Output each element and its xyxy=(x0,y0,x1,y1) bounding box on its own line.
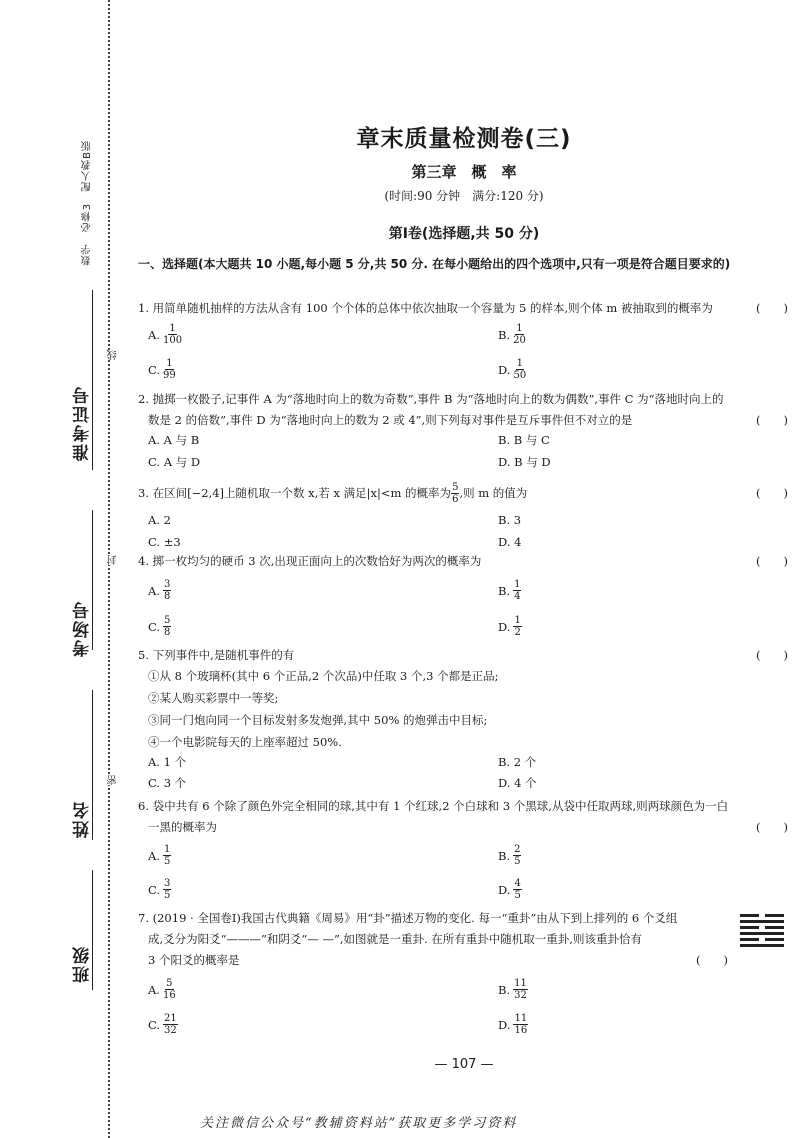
subject-label: 数学 必修3 配人教B版 xyxy=(82,140,93,266)
question-5 xyxy=(138,645,788,666)
answer-paren: ( ) xyxy=(756,554,788,568)
name-label: 姓名 xyxy=(73,800,93,838)
class-label: 班级 xyxy=(73,945,93,983)
q6-option-c: C. $\frac{3}{5}$ xyxy=(148,878,171,901)
cut-line xyxy=(108,0,110,1138)
question-2: 2. 抛掷一枚骰子,记事件 A 为“落地时向上的数为奇数”,事件 B 为“落地时向上的数为偶数”,事件 C 为“落地时向上的 数是 2 的倍数”,事件 D 为“落地时向上的数为 2 或 4”,则下列每对事件是互斥事件但不对立的是 ( ) xyxy=(138,389,788,431)
q2-option-a: A. A 与 B xyxy=(148,433,200,447)
question-text: 5. 下列事件中,是随机事件的有 xyxy=(138,648,295,662)
name-underline xyxy=(92,690,93,840)
q4-option-d: D. $\frac{1}{2}$ xyxy=(498,615,521,638)
q2-option-c: C. A 与 D xyxy=(148,455,201,469)
time-info: (时间:90 分钟 满分:120 分) xyxy=(384,189,544,203)
yang-line xyxy=(740,944,784,947)
q4-option-c: C. $\frac{5}{8}$ xyxy=(148,615,171,638)
q4-option-a: A. $\frac{3}{8}$ xyxy=(148,579,171,602)
yang-line xyxy=(740,920,784,923)
cut-mark-secret: 密 xyxy=(108,775,119,785)
yin-line xyxy=(740,938,784,941)
question-text: 1. 用简单随机抽样的方法从含有 100 个个体的总体中依次抽取一个容量为 5 的样本,则个体 m 被抽取到的概率为 xyxy=(138,301,713,315)
answer-paren: ( ) xyxy=(696,953,728,967)
q7-option-a: A. $\frac{5}{16}$ xyxy=(148,978,176,1001)
q1-option-d: D. $\frac{1}{50}$ xyxy=(498,358,527,381)
q5-option-c: C. 3 个 xyxy=(148,776,187,790)
page-number: — 107 — xyxy=(434,1057,494,1072)
chapter-subtitle: 第三章 概 率 xyxy=(411,163,517,181)
q3-fraction: $\frac{5}{6}$ xyxy=(452,482,459,505)
yin-line xyxy=(740,914,784,917)
room-label: 考场号 xyxy=(73,600,93,657)
exam-id-label: 准考证号 xyxy=(73,385,93,461)
cut-mark-line: 线 xyxy=(108,350,119,360)
answer-paren: ( ) xyxy=(756,486,788,500)
question-text: 4. 掷一枚均匀的硬币 3 次,出现正面向上的次数恰好为两次的概率为 xyxy=(138,554,482,568)
class-underline xyxy=(92,870,93,990)
q3-option-c: C. ±3 xyxy=(148,535,181,549)
cut-mark-seal: 封 xyxy=(108,555,119,565)
question-3: 3. 在区间[−2,4]上随机取一个数 x,若 x 满足|x|<m 的概率为 $\frac{5}{6}$ ,则 m 的值为 ( ) xyxy=(138,482,788,505)
page-title: 章末质量检测卷(三) xyxy=(356,126,572,152)
question-6: 6. 袋中共有 6 个除了颜色外完全相同的球,其中有 1 个红球,2 个白球和 3 个黑球,从袋中任取两球,则两球颜色为一白 一黑的概率为 ( ) xyxy=(138,796,788,838)
answer-paren: ( ) xyxy=(756,413,788,427)
answer-paren: ( ) xyxy=(756,820,788,834)
q3-option-a: A. 2 xyxy=(148,513,171,527)
part-heading: 第Ⅰ卷(选择题,共 50 分) xyxy=(388,226,540,242)
q5-item-3: ③同一门炮向同一个目标发射多发炮弹,其中 50% 的炮弹击中目标; xyxy=(148,713,488,727)
q6-option-d: D. $\frac{4}{5}$ xyxy=(498,878,521,901)
answer-paren: ( ) xyxy=(756,301,788,315)
q1-option-b: B. $\frac{1}{20}$ xyxy=(498,323,526,346)
binding-strip xyxy=(0,0,120,1138)
exam-id-underline xyxy=(92,290,93,470)
question-7: 7. (2019 · 全国卷Ⅰ)我国古代典籍《周易》用“卦”描述万物的变化. 每一“重卦”由从下到上排列的 6 个爻组 成,爻分为阳爻“———”和阴爻“— —”,如图就是一重卦. 在所有重卦中随机取一重卦,则该重卦恰有 3 个阳爻的概率是 ( ) xyxy=(138,908,728,971)
q5-option-d: D. 4 个 xyxy=(498,776,537,790)
room-underline xyxy=(92,510,93,650)
q1-option-a: A. $\frac{1}{100}$ xyxy=(148,323,183,346)
q1-option-c: C. $\frac{1}{99}$ xyxy=(148,358,176,381)
q7-option-d: D. $\frac{11}{16}$ xyxy=(498,1013,528,1036)
yin-line xyxy=(740,926,784,929)
q7-option-c: C. $\frac{21}{32}$ xyxy=(148,1013,177,1036)
q2-option-b: B. B 与 C xyxy=(498,433,550,447)
q6-option-a: A. $\frac{1}{5}$ xyxy=(148,844,171,867)
yang-line xyxy=(740,932,784,935)
answer-paren: ( ) xyxy=(756,648,788,662)
q5-item-4: ④一个电影院每天的上座率超过 50%. xyxy=(148,735,342,749)
q3-option-b: B. 3 xyxy=(498,513,522,527)
q2-option-d: D. B 与 D xyxy=(498,455,551,469)
q5-item-1: ①从 8 个玻璃杯(其中 6 个正品,2 个次品)中任取 3 个,3 个都是正品; xyxy=(148,669,499,683)
hexagram-figure xyxy=(740,914,784,950)
question-4 xyxy=(138,551,788,572)
q5-option-a: A. 1 个 xyxy=(148,755,187,769)
footer-note: 关注微信公众号“教辅资料站”获取更多学习资料 xyxy=(200,1116,518,1131)
q7-option-b: B. $\frac{11}{32}$ xyxy=(498,978,527,1001)
q5-item-2: ②某人购买彩票中一等奖; xyxy=(148,691,279,705)
q5-option-b: B. 2 个 xyxy=(498,755,537,769)
q3-option-d: D. 4 xyxy=(498,535,522,549)
q4-option-b: B. $\frac{1}{4}$ xyxy=(498,579,521,602)
question-1 xyxy=(138,298,788,319)
q6-option-b: B. $\frac{2}{5}$ xyxy=(498,844,521,867)
section-heading: 一、选择题(本大题共 10 小题,每小题 5 分,共 50 分. 在每小题给出的四个选项中,只有一项是符合题目要求的) xyxy=(138,257,731,271)
